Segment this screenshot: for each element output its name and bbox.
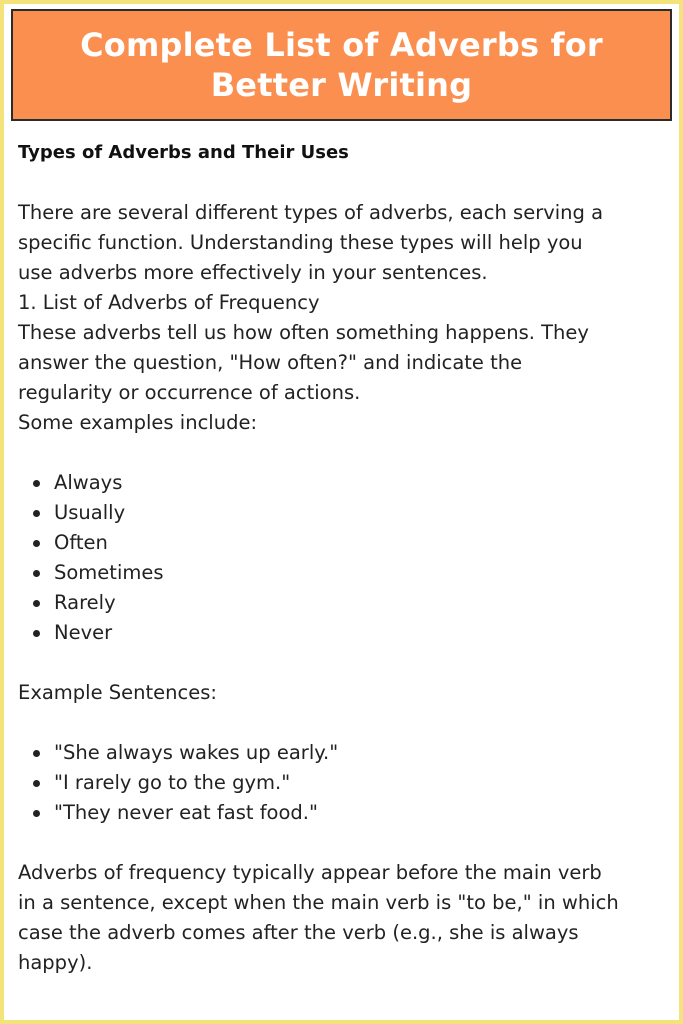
subsection-title: 1. List of Adverbs of Frequency bbox=[18, 291, 320, 314]
description-line: regularity or occurrence of actions. bbox=[18, 381, 361, 404]
closing-line: case the adverb comes after the verb (e.g., she is always bbox=[18, 921, 579, 944]
title-line-2: Better Writing bbox=[210, 66, 473, 104]
list-item: Rarely bbox=[54, 588, 665, 618]
spacer bbox=[18, 828, 665, 858]
list-item: Often bbox=[54, 528, 665, 558]
example-sentences-list bbox=[18, 738, 665, 828]
section-heading: Types of Adverbs and Their Uses bbox=[18, 142, 349, 163]
list-item: Always bbox=[54, 468, 665, 498]
spacer bbox=[18, 648, 665, 678]
closing-line: happy). bbox=[18, 951, 93, 974]
spacer bbox=[18, 708, 665, 738]
description-line: These adverbs tell us how often something happens. They bbox=[18, 321, 589, 344]
list-item: "I rarely go to the gym." bbox=[54, 768, 665, 798]
sentences-label: Example Sentences: bbox=[18, 681, 217, 704]
intro-line: specific function. Understanding these types will help you bbox=[18, 231, 583, 254]
list-item: "They never eat fast food." bbox=[54, 798, 665, 828]
list-item: "She always wakes up early." bbox=[54, 738, 665, 768]
list-item: Usually bbox=[54, 498, 665, 528]
closing-line: in a sentence, except when the main verb is "to be," in which bbox=[18, 891, 619, 914]
spacer bbox=[18, 438, 665, 468]
title-banner bbox=[11, 9, 672, 121]
adverb-examples-list bbox=[18, 468, 665, 648]
intro-line: There are several different types of adverbs, each serving a bbox=[18, 201, 604, 224]
examples-label: Some examples include: bbox=[18, 411, 258, 434]
list-item: Never bbox=[54, 618, 665, 648]
list-item: Sometimes bbox=[54, 558, 665, 588]
spacer bbox=[18, 166, 665, 198]
article-body bbox=[4, 140, 679, 978]
page-title bbox=[80, 25, 603, 105]
description-line: answer the question, "How often?" and indicate the bbox=[18, 351, 523, 374]
title-line-1: Complete List of Adverbs for bbox=[80, 26, 603, 64]
closing-line: Adverbs of frequency typically appear before the main verb bbox=[18, 861, 602, 884]
intro-line: use adverbs more effectively in your sentences. bbox=[18, 261, 488, 284]
